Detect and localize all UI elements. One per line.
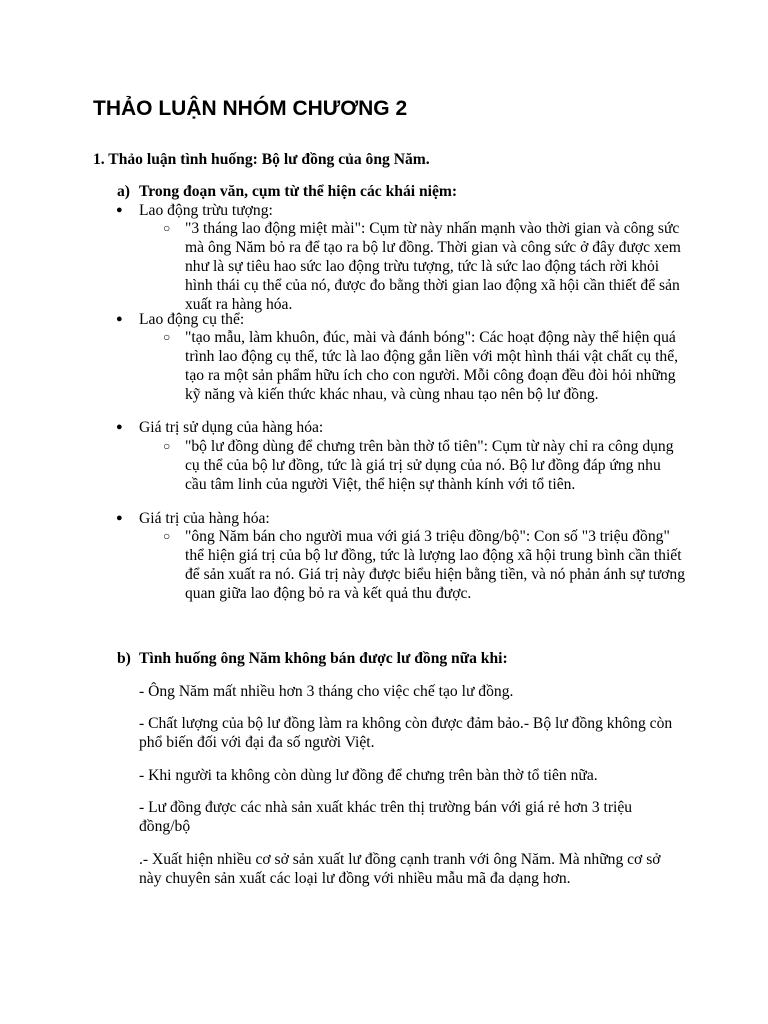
concept-detail-value: "ông Năm bán cho người mua với giá 3 triệu đồng/bộ": Con số "3 triệu đồng" thể hiện giá trị của bộ lư đồng, tức là lượng lao động xã hội trung bình cần thiết để sản xuất ra nó. Giá trị này được biểu hiện bằng tiền, và nó phản ánh sự tương quan giữa lao động bỏ ra và kết quả thu được. (185, 528, 686, 602)
situation-paragraph: - Ông Năm mất nhiều hơn 3 tháng cho việc chế tạo lư đồng. (139, 683, 514, 700)
situation-paragraph: .- Xuất hiện nhiều cơ sở sản xuất lư đồng cạnh tranh với ông Năm. Mà những cơ sở này chuyên sản xuất các loại lư đồng với nhiều mẫu mã đa dạng hơn. (139, 851, 661, 887)
concept-detail-use-value: "bộ lư đồng dùng để chưng trên bàn thờ tổ tiên": Cụm từ này chỉ ra công dụng cụ thể của bộ lư đồng, tức là giá trị sử dụng của nó. Bộ lư đồng đáp ứng nhu cầu tâm linh của người Việt, thể hiện sự thành kính với tổ tiên. (185, 438, 674, 493)
concept-label-value: Giá trị của hàng hóa: (139, 510, 270, 527)
bullet-icon: ● (116, 204, 123, 216)
part-a-label: a) (117, 183, 130, 200)
concept-label-concrete-labor: Lao động cụ thể: (139, 311, 245, 328)
concept-label-use-value: Giá trị sử dụng của hàng hóa: (139, 419, 324, 436)
bullet-icon: ● (116, 313, 123, 325)
bullet-icon: ● (116, 512, 123, 524)
document-title: THẢO LUẬN NHÓM CHƯƠNG 2 (93, 97, 408, 120)
situation-paragraph: - Chất lượng của bộ lư đồng làm ra không còn được đảm bảo.- Bộ lư đồng không còn phổ biến đối với đại đa số người Việt. (139, 715, 673, 751)
part-a-heading-text: Trong đoạn văn, cụm từ thể hiện các khái niệm: (139, 183, 458, 200)
section-1-heading: 1. Thảo luận tình huống: Bộ lư đồng của ông Năm. (93, 151, 430, 168)
concept-detail-abstract-labor: "3 tháng lao động miệt mài": Cụm từ này nhấn mạnh vào thời gian và công sức mà ông Năm bỏ ra để tạo ra bộ lư đồng. Thời gian và công sức ở đây được xem như là sự tiêu hao sức lao động trừu tượng, tức là sức lao động tách rời khỏi hình thái cụ thể của nó, được đo bằng thời gian lao động xã hội cần thiết để sản xuất ra hàng hóa. (185, 220, 681, 313)
concept-detail-concrete-labor: "tạo mẫu, làm khuôn, đúc, mài và đánh bóng": Các hoạt động này thể hiện quá trình lao động cụ thể, tức là lao động gắn liền với một hình thái vật chất cụ thể, tạo ra một sản phẩm hữu ích cho con người. Mỗi công đoạn đều đòi hỏi những kỹ năng và kiến thức khác nhau, và cùng nhau tạo nên bộ lư đồng. (185, 329, 679, 403)
bullet-icon: ● (116, 421, 123, 433)
sub-bullet-icon: ○ (163, 221, 171, 235)
part-b-heading (117, 649, 508, 668)
part-a-heading (117, 182, 457, 201)
concept-label-abstract-labor: Lao động trừu tượng: (139, 202, 273, 219)
part-b-label: b) (117, 650, 131, 667)
sub-bullet-icon: ○ (163, 330, 171, 344)
situation-paragraph: - Lư đồng được các nhà sản xuất khác trên thị trường bán với giá rẻ hơn 3 triệu đồng/bộ (139, 799, 633, 835)
sub-bullet-icon: ○ (163, 529, 171, 543)
situation-paragraph: - Khi người ta không còn dùng lư đồng để chưng trên bàn thờ tổ tiên nữa. (139, 767, 598, 784)
part-b-heading-text: Tình huống ông Năm không bán được lư đồng nữa khi: (139, 650, 508, 667)
sub-bullet-icon: ○ (163, 439, 171, 453)
